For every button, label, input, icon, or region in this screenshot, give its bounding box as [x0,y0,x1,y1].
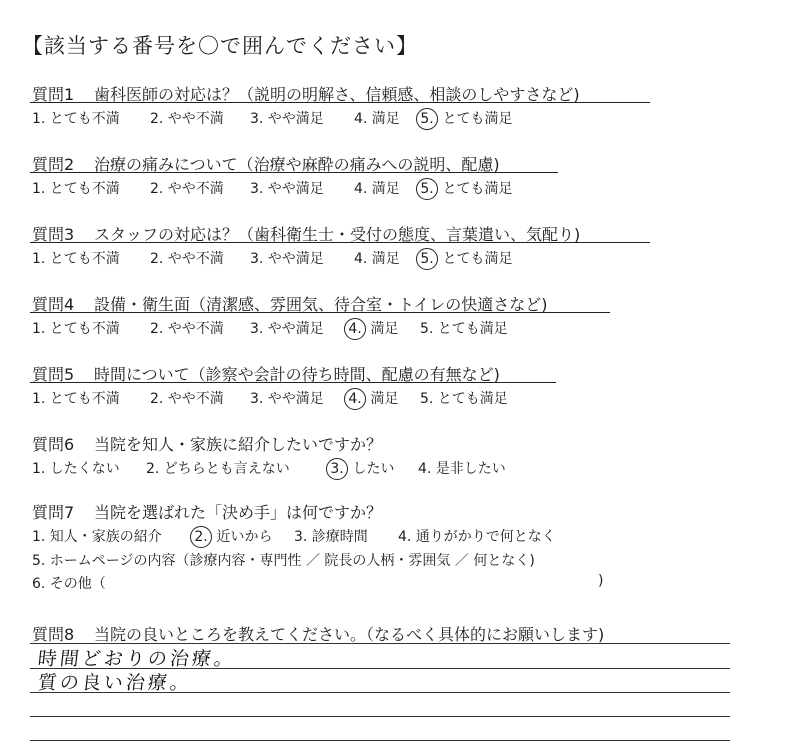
question-text: 当院の良いところを教えてください。（なるべく具体的にお願いします) [94,625,605,644]
question-text: スタッフの対応は？（歯科衛生士・受付の態度、言葉遣い、気配り) [94,225,581,244]
option-label: 満足 [370,391,399,407]
option-2[interactable]: 2. やや不満 [150,391,224,407]
option-5-selected[interactable] [420,248,512,270]
question-label: 質問1 [32,85,75,104]
option-3-selected[interactable] [330,458,394,480]
option-1[interactable]: 1. したくない [32,461,120,477]
option-1[interactable]: 1. とても不満 [32,321,120,337]
option-2[interactable]: 2. やや不満 [150,111,224,127]
question-text: 当院を選ばれた「決め手」は何ですか？ [94,503,383,522]
option-1[interactable]: 1. とても不満 [32,391,120,407]
question-label: 質問7 [32,503,75,522]
question-label: 質問6 [32,435,75,454]
option-5-selected[interactable] [420,108,512,130]
selection-circle: 5. [416,108,438,130]
option-4[interactable]: 4. 満足 [354,111,400,127]
option-6-other[interactable]: 6. その他（ ) [32,573,604,592]
option-4[interactable]: 4. 満足 [354,251,400,267]
question-underline [30,102,650,103]
option-2[interactable]: 2. どちらとも言えない [146,461,290,477]
selection-circle: 3. [326,458,348,480]
question-6 [32,432,382,455]
question-text: 時間について（診察や会計の待ち時間、配慮の有無など) [94,365,500,384]
question-text: 歯科医師の対応は？（説明の明解さ、信頼感、相談のしやすさなど) [94,85,580,104]
option-4[interactable]: 4. 満足 [354,181,400,197]
option-4-selected[interactable] [348,318,398,340]
answer-line [30,716,730,717]
selection-circle: 2. [190,526,212,548]
question-label: 質問3 [32,225,75,244]
selection-circle: 5. [416,178,438,200]
option-1[interactable]: 1. 知人・家族の紹介 [32,529,162,545]
option-2[interactable]: 2. やや不満 [150,251,224,267]
handwritten-answer-1: 時間どおりの治療。 [36,648,238,670]
option-1[interactable]: 1. とても不満 [32,251,120,267]
option-label: 近いから [216,529,273,545]
handwritten-answer-2: 質の良い治療。 [36,672,194,694]
answer-line [30,740,730,741]
option-3[interactable]: 3. やや満足 [250,321,324,337]
option-5[interactable]: 5. とても満足 [420,321,508,337]
option-label: したい [352,461,395,477]
answer-line [30,692,730,693]
option-label: 満足 [370,321,399,337]
option-label: とても満足 [442,111,513,127]
question-text: 当院を知人・家族に紹介したいですか？ [94,435,383,454]
option-label: とても満足 [442,251,513,267]
option-1[interactable]: 1. とても不満 [32,111,120,127]
form-title: 【該当する番号を〇で囲んでください】 [22,34,418,58]
option-2[interactable]: 2. やや不満 [150,181,224,197]
question-label: 質問8 [32,625,75,644]
option-1[interactable]: 1. とても不満 [32,181,120,197]
question-underline [30,242,650,243]
option-5-selected[interactable] [420,178,512,200]
other-close-paren: ) [598,573,604,589]
selection-circle: 5. [416,248,438,270]
question-8 [32,622,604,645]
option-3[interactable]: 3. やや満足 [250,181,324,197]
question-underline [30,312,610,313]
question-text: 治療の痛みについて（治療や麻酔の痛みへの説明、配慮) [94,155,500,174]
question-label: 質問2 [32,155,75,174]
question-7 [32,500,382,523]
question-text: 設備・衛生面（清潔感、雰囲気、待合室・トイレの快適さなど) [94,295,548,314]
question-label: 質問4 [32,295,75,314]
option-5-homepage[interactable]: 5. ホームページの内容（診療内容・専門性 ／ 院長の人柄・雰囲気 ／ 何となく) [32,553,535,569]
option-2-selected[interactable] [194,526,272,548]
option-3[interactable]: 3. やや満足 [250,251,324,267]
question-underline [30,382,556,383]
question-underline [30,172,558,173]
option-2[interactable]: 2. やや不満 [150,321,224,337]
option-4[interactable]: 4. 通りがかりで何となく [398,529,556,545]
option-5[interactable]: 5. とても満足 [420,391,508,407]
option-label: とても満足 [442,181,513,197]
selection-circle: 4. [344,388,366,410]
option-3[interactable]: 3. やや満足 [250,111,324,127]
option-3[interactable]: 3. 診療時間 [294,529,368,545]
selection-circle: 4. [344,318,366,340]
option-4-selected[interactable] [348,388,398,410]
question-label: 質問5 [32,365,75,384]
option-4[interactable]: 4. 是非したい [418,461,506,477]
option-3[interactable]: 3. やや満足 [250,391,324,407]
